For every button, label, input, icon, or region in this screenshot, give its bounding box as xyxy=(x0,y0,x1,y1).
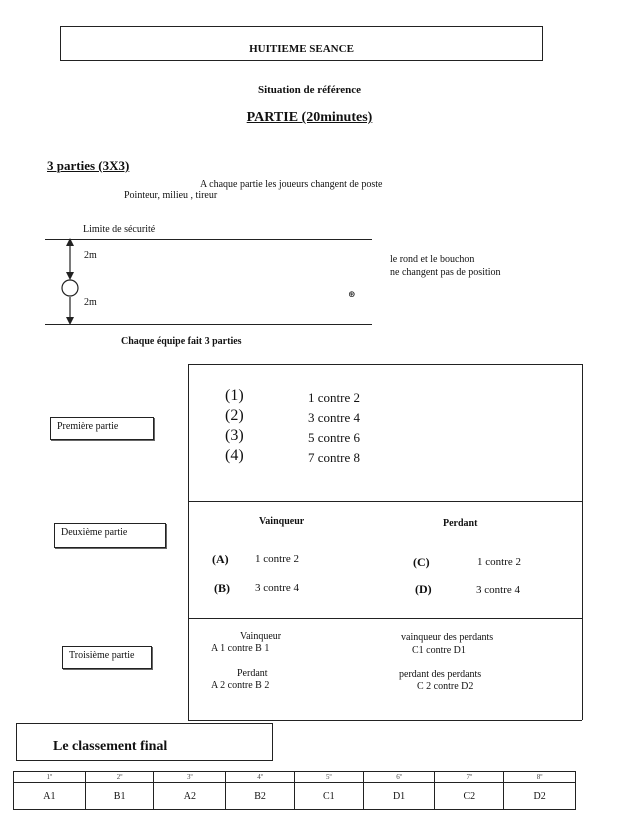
bracket-divider-1 xyxy=(188,501,582,502)
match-b-label: (B) xyxy=(214,581,230,595)
third-round-label: Troisième partie xyxy=(62,646,152,669)
losers-heading: Perdant xyxy=(443,518,478,529)
second-round-label: Deuxième partie xyxy=(54,523,166,548)
place-3: 3º xyxy=(154,772,226,783)
header-box xyxy=(60,26,543,61)
match-a: 1 contre 2 xyxy=(255,553,299,565)
winner-of-losers-match: C1 contre D1 xyxy=(412,645,466,656)
place-1: 1º xyxy=(14,772,86,783)
rond-note-1: le rond et le bouchon xyxy=(390,254,475,265)
team-6: D1 xyxy=(363,783,435,810)
bracket-left-border xyxy=(188,364,189,720)
team-2: B1 xyxy=(85,783,154,810)
match-number-3: (3) xyxy=(225,427,244,444)
team-8: D2 xyxy=(504,783,576,810)
limit-line-bottom xyxy=(45,324,372,325)
match-number-1: (1) xyxy=(225,387,244,404)
third-losers-heading: Perdant xyxy=(237,668,268,679)
match-number-2: (2) xyxy=(225,407,244,424)
third-winners-heading: Vainqueur xyxy=(240,631,282,642)
ranking-table xyxy=(13,771,576,810)
place-7: 7º xyxy=(435,772,504,783)
match-c-label: (C) xyxy=(413,555,430,569)
distance-label-top: 2m xyxy=(84,250,97,261)
third-winners-match: A 1 contre B 1 xyxy=(211,643,270,654)
partie-title: PARTIE (20minutes) xyxy=(246,110,373,125)
first-round-label: Première partie xyxy=(50,417,154,440)
limit-line-top xyxy=(45,239,372,240)
session-title: HUITIEME SEANCE xyxy=(249,43,354,55)
parties-title: 3 parties (3X3) xyxy=(47,158,130,173)
match-c: 1 contre 2 xyxy=(477,556,521,568)
place-8: 8º xyxy=(504,772,576,783)
bracket-bottom-border xyxy=(188,720,582,721)
third-losers-match: A 2 contre B 2 xyxy=(211,680,270,691)
ranking-title: Le classement final xyxy=(53,739,168,754)
match-3: 5 contre 6 xyxy=(308,430,360,445)
chaque-equipe: Chaque équipe fait 3 parties xyxy=(121,336,242,347)
bracket-right-border-2 xyxy=(582,501,583,618)
note-roles: Pointeur, milieu , tireur xyxy=(124,190,218,201)
team-5: C1 xyxy=(294,783,363,810)
match-d-label: (D) xyxy=(415,582,432,596)
match-a-label: (A) xyxy=(212,552,229,566)
jack-icon: ⊛ xyxy=(348,289,356,299)
bracket-right-border-3 xyxy=(582,618,583,720)
team-4: B2 xyxy=(226,783,295,810)
rond-note-2: ne changent pas de position xyxy=(390,267,501,278)
loser-of-losers-match: C 2 contre D2 xyxy=(417,681,474,692)
ranking-title-box xyxy=(16,723,273,761)
note-change-post: A chaque partie les joueurs changent de poste xyxy=(200,179,383,190)
match-2: 3 contre 4 xyxy=(308,410,360,425)
match-b: 3 contre 4 xyxy=(255,582,299,594)
winners-heading: Vainqueur xyxy=(259,516,305,527)
place-2: 2º xyxy=(85,772,154,783)
bracket-divider-2 xyxy=(188,618,582,619)
distance-label-bottom: 2m xyxy=(84,297,97,308)
place-6: 6º xyxy=(363,772,435,783)
bracket-top-border xyxy=(188,364,582,365)
distance-diagram xyxy=(55,236,85,330)
bracket-right-border-1 xyxy=(582,364,583,501)
limit-label: Limite de sécurité xyxy=(83,224,156,235)
situation-title: Situation de référence xyxy=(257,84,362,96)
team-3: A2 xyxy=(154,783,226,810)
winner-of-losers-heading: vainqueur des perdants xyxy=(401,632,494,643)
place-4: 4º xyxy=(226,772,295,783)
match-4: 7 contre 8 xyxy=(308,450,360,465)
place-5: 5º xyxy=(294,772,363,783)
ranking-header-row xyxy=(14,772,576,783)
loser-of-losers-heading: perdant des perdants xyxy=(399,669,482,680)
ranking-values-row xyxy=(14,783,576,810)
team-7: C2 xyxy=(435,783,504,810)
match-d: 3 contre 4 xyxy=(476,584,520,596)
team-1: A1 xyxy=(14,783,86,810)
match-1: 1 contre 2 xyxy=(308,390,360,405)
match-number-4: (4) xyxy=(225,447,244,464)
